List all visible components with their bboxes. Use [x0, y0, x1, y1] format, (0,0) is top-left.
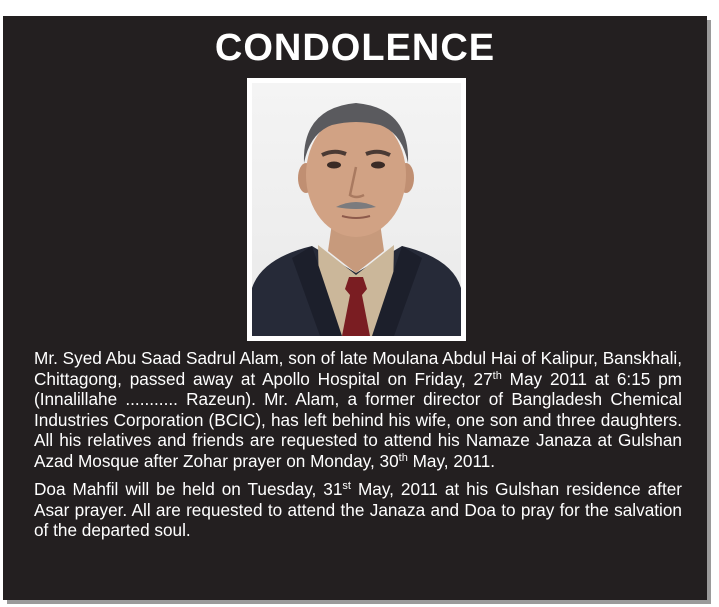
notice-title: CONDOLENCE — [214, 27, 496, 69]
obituary-paragraph — [34, 348, 682, 471]
portrait-photo — [252, 83, 461, 336]
obituary-text-3: May, 2011. — [407, 450, 496, 471]
condolence-notice — [3, 16, 707, 600]
doa-text-1: Doa Mahfil will be held on Tuesday, 31 — [34, 479, 343, 499]
photo-frame — [247, 78, 466, 341]
notice-body — [34, 348, 682, 549]
doa-text-2: May, 2011 at his Gulshan residence after Asar prayer. All are requested to attend the Janaza and Doa to pray for the salvation of the departed soul. — [34, 479, 682, 540]
date-suffix: th — [492, 369, 502, 382]
date-suffix: th — [398, 451, 408, 464]
obituary-text-2: May 2011 at 6:15 pm (Innalillahe ........... Razeun). Mr. Alam, a former director of Bangladesh Chemical Industries Corporation (BCIC), has left behind his wife, one son and three daughters. All his relatives and friends are requested to attend his Namaze Janaza at Gulshan Azad Mosque after Zohar prayer on Monday, 30 — [34, 368, 682, 471]
date-suffix: st — [342, 480, 351, 492]
obituary-text-1: Mr. Syed Abu Saad Sadrul Alam, son of late Moulana Abdul Hai of Kalipur, Banskhali, Chittagong, passed away at Apollo Hospital on Friday, 27 — [34, 348, 682, 389]
portrait-illustration — [252, 83, 461, 336]
doa-mahfil-paragraph — [34, 479, 682, 541]
